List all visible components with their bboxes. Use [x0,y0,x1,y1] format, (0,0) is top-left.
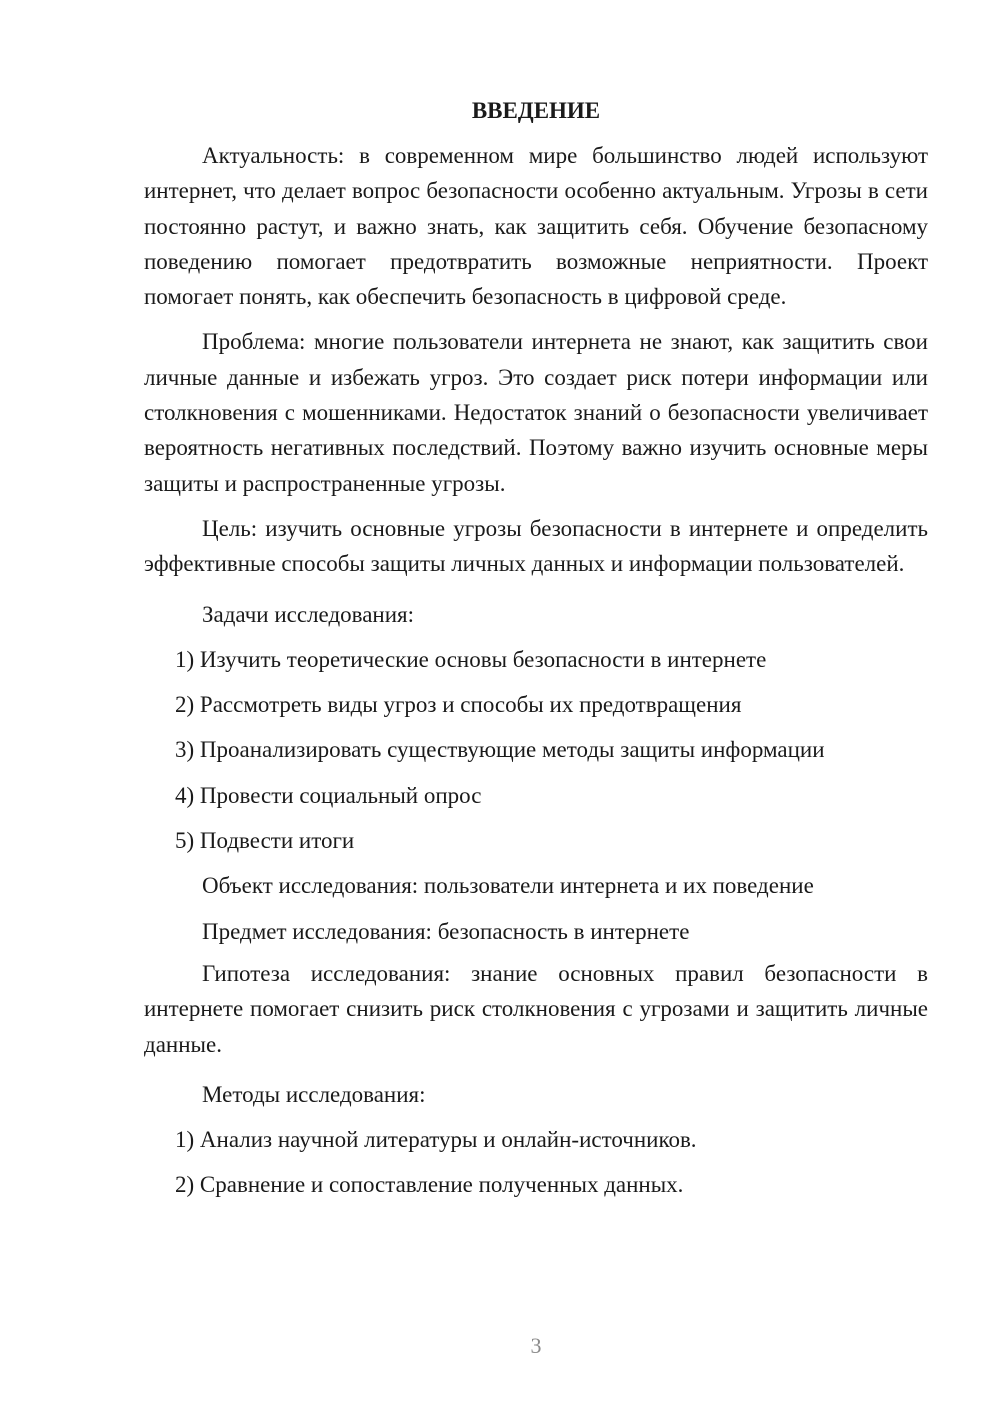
page-number: 3 [530,1333,542,1358]
list-item: 2) Сравнение и сопоставление полученных данных. [175,1172,684,1198]
methods-list [144,1117,928,1208]
page-title: ВВЕДЕНИЕ [471,98,601,123]
paragraph-problem: Проблема: многие пользователи интернета не знают, как защитить свои личные данные и избежать угроз. Это создает риск потери информации или столкновения с мошенниками. Недостаток знаний о безопасности увеличивает вероятность негативных последствий. Поэтому важно изучить основные меры защиты и распространенные угрозы. [144,329,928,496]
research-subject: Предмет исследования: безопасность в интернете [202,918,690,944]
tasks-heading: Задачи исследования: [202,601,415,627]
list-item: 3) Проанализировать существующие методы защиты информации [175,737,825,763]
list-item: 1) Изучить теоретические основы безопасности в интернете [175,646,767,672]
list-item: 5) Подвести итоги [175,828,355,854]
methods-heading: Методы исследования: [202,1081,426,1107]
document-body [144,96,928,1208]
paragraph-hypothesis: Гипотеза исследования: знание основных правил безопасности в интернете помогает снизить риск столкновения с угрозами и защитить личные данные. [144,960,928,1057]
paragraph-relevance: Актуальность: в современном мире большинство людей используют интернет, что делает вопрос безопасности особенно актуальным. Угрозы в сети постоянно растут, и важно знать, как защитить себя. Обучение безопасному поведению помогает предотвратить возможные неприятности. Проект помогает понять, как обеспечить безопасность в цифровой среде. [144,143,928,310]
list-item: 1) Анализ научной литературы и онлайн-источников. [175,1127,697,1153]
paragraph-goal: Цель: изучить основные угрозы безопасности в интернете и определить эффективные способы защиты личных данных и информации пользователей. [144,515,928,577]
list-item: 4) Провести социальный опрос [175,782,482,808]
list-item: 2) Рассмотреть виды угроз и способы их предотвращения [175,692,742,718]
research-object: Объект исследования: пользователи интернета и их поведение [202,873,814,899]
tasks-list [144,637,928,863]
